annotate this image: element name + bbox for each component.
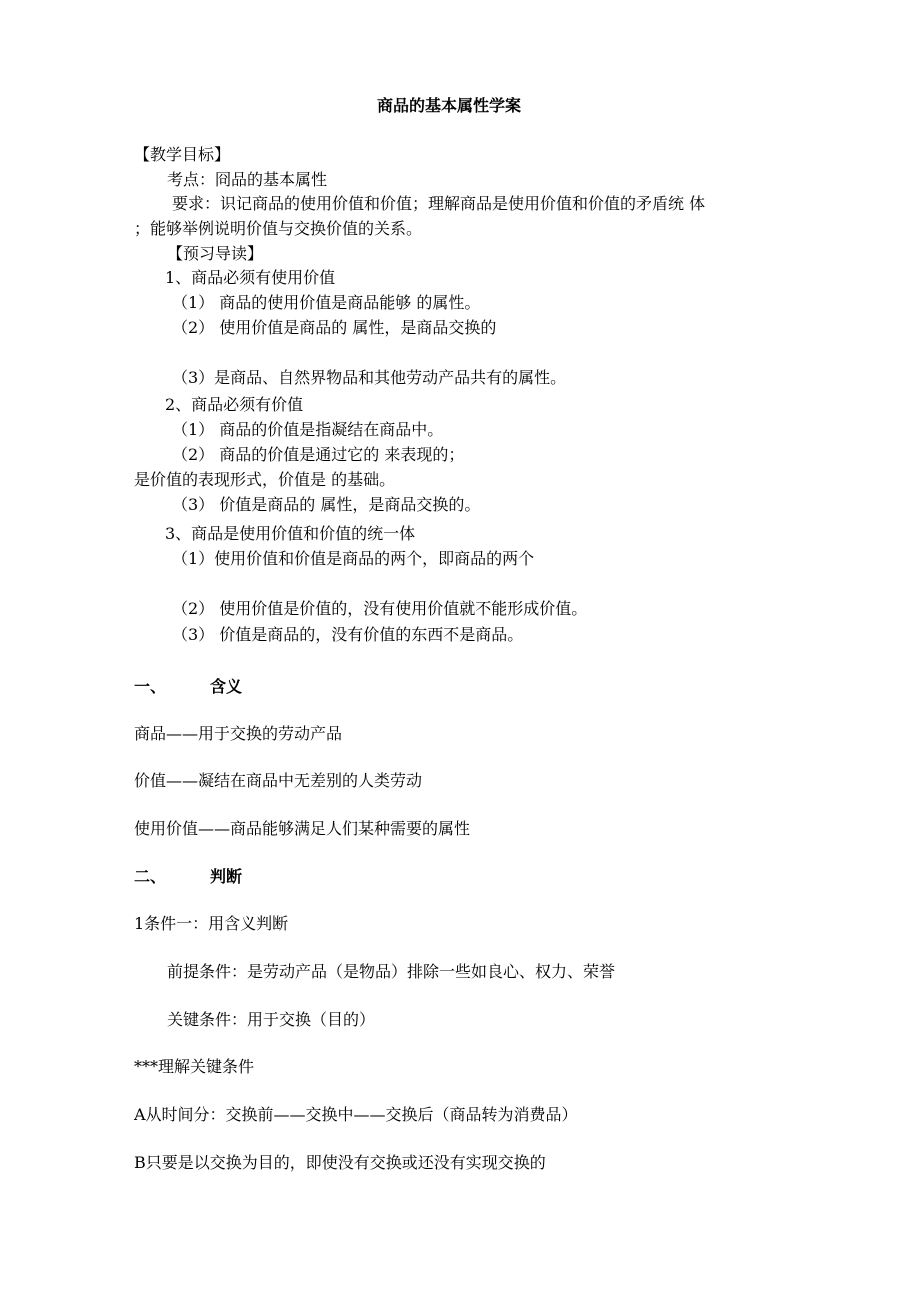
definition-value: 价值——凝结在商品中无差别的人类劳动 bbox=[134, 771, 423, 790]
objectives-header: 【教学目标】 bbox=[134, 145, 231, 164]
section-2-item-1: （1） 商品的价值是指凝结在商品中。 bbox=[172, 420, 444, 439]
understand-key-condition: ***理解关键条件 bbox=[134, 1057, 255, 1076]
preview-header: 【预习导读】 bbox=[167, 244, 264, 263]
section-2-item-2: （2） 商品的价值是通过它的 来表现的； bbox=[172, 445, 465, 464]
section-1-item-2: （2） 使用价值是商品的 属性，是商品交换的 bbox=[172, 318, 497, 337]
section-2-item-3: （3） 价值是商品的 属性，是商品交换的。 bbox=[172, 495, 481, 514]
key-condition: 关键条件：用于交换（目的） bbox=[167, 1010, 376, 1029]
section-1-item-1: （1） 商品的使用价值是商品能够 的属性。 bbox=[172, 293, 481, 312]
section-1-title: 1、商品必须有使用价值 bbox=[165, 268, 336, 287]
part-1-heading bbox=[134, 676, 242, 698]
point-b: B只要是以交换为目的，即使没有交换或还没有实现交换的 bbox=[134, 1153, 546, 1172]
part-2-number: 二、 bbox=[134, 867, 167, 886]
section-3-title: 3、商品是使用价值和价值的统一体 bbox=[165, 524, 416, 543]
section-3-item-3: （3） 价值是商品的，没有价值的东西不是商品。 bbox=[172, 625, 524, 644]
part-1-label: 含义 bbox=[210, 677, 243, 696]
page-title: 商品的基本属性学案 bbox=[377, 96, 522, 115]
yaoqiu-line-1: 要求：识记商品的使用价值和价值；理解商品是使用价值和价值的矛盾统 体 bbox=[172, 194, 706, 213]
definition-use-value: 使用价值——商品能够满足人们某种需要的属性 bbox=[134, 819, 471, 838]
section-2-item-2-cont: 是价值的表现形式，价值是 的基础。 bbox=[134, 470, 396, 489]
kaodian-line: 考点：冏品的基本属性 bbox=[167, 170, 328, 189]
part-2-heading bbox=[134, 866, 242, 888]
condition-1: 1条件一：用含义判断 bbox=[134, 914, 289, 933]
point-a: A从时间分：交换前——交换中——交换后（商品转为消费品） bbox=[134, 1105, 578, 1124]
section-1-item-3: （3）是商品、自然界物品和其他劳动产品共有的属性。 bbox=[172, 368, 567, 387]
section-2-title: 2、商品必须有价值 bbox=[165, 395, 304, 414]
part-1-number: 一、 bbox=[134, 677, 167, 696]
premise-condition: 前提条件：是劳动产品（是物品）排除一些如良心、权力、荣誉 bbox=[167, 962, 616, 981]
definition-commodity: 商品——用于交换的劳动产品 bbox=[134, 724, 343, 743]
yaoqiu-line-2: ；能够举例说明价值与交换价值的关系。 bbox=[134, 219, 423, 238]
section-3-item-1: （1）使用价值和价值是商品的两个，即商品的两个 bbox=[172, 549, 535, 568]
part-2-label: 判断 bbox=[210, 867, 243, 886]
section-3-item-2: （2） 使用价值是价值的，没有使用价值就不能形成价值。 bbox=[172, 599, 588, 618]
